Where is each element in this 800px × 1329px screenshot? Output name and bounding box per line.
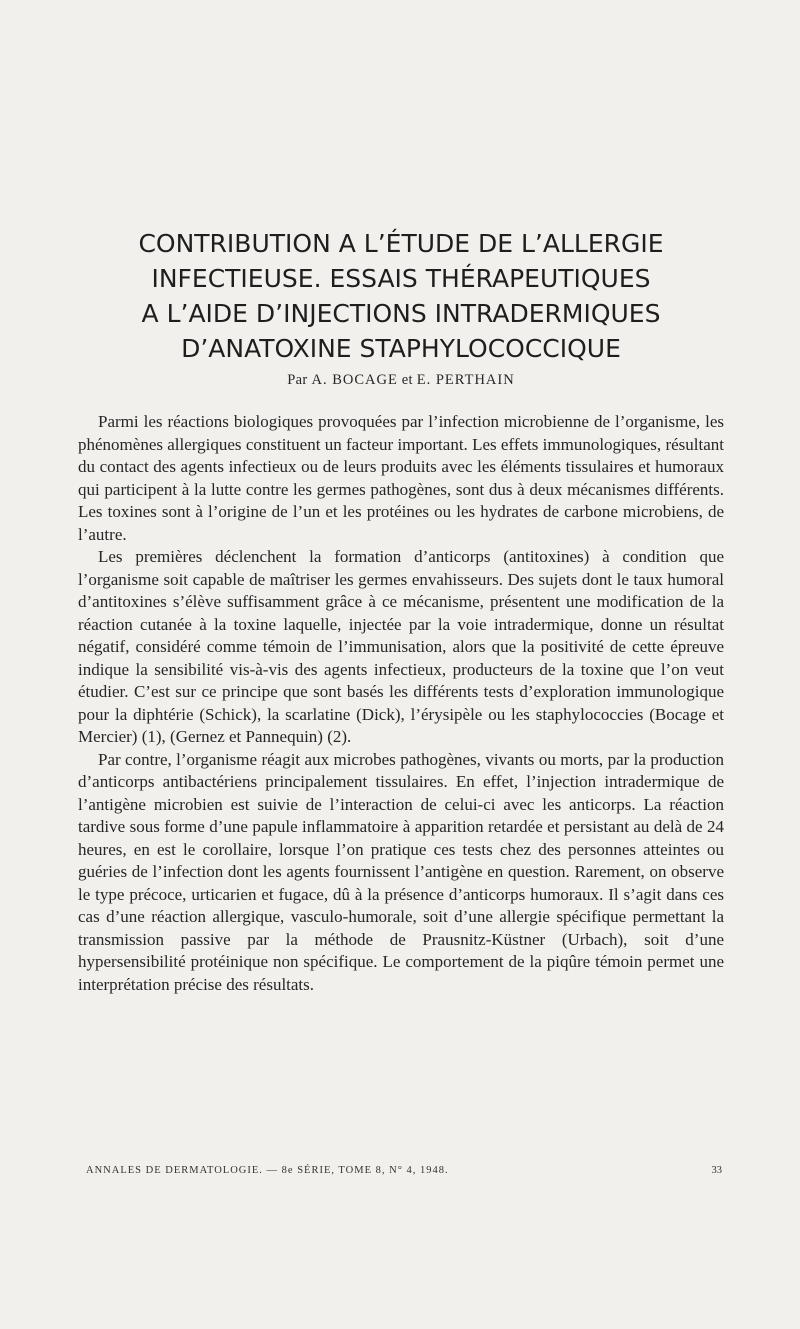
author-name: A. BOCAGE	[311, 372, 398, 388]
paragraph: Les premières déclenchent la formation d’anticorps (antitoxines) à condition que l’organisme soit capable de maîtriser les germes envahisseurs. Des sujets dont le taux humoral d’antitoxines s’élève suffisamment grâce à ce mécanisme, présentent une modification de la réaction cutanée à la toxine laquelle, injectée par la voie intradermique, donne un résultat négatif, considéré comme témoin de l’immunisation, alors que la positivité de cette épreuve indique la sensibilité vis-à-vis des agents infectieux, producteurs de la toxine que l’on veut étudier. C’est sur ce principe que sont basés les différents tests d’exploration immunologique pour la diphtérie (Schick), la scarlatine (Dick), l’érysipèle ou les staphylococcies (Bocage et Mercier) (1), (Gernez et Pannequin) (2).	[78, 547, 724, 746]
article-body	[78, 411, 724, 996]
title-line: INFECTIEUSE. ESSAIS THÉRAPEUTIQUES	[151, 264, 651, 293]
paragraph: Par contre, l’organisme réagit aux microbes pathogènes, vivants ou morts, par la production d’anticorps antibactériens principalement tissulaires. En effet, l’injection intradermique de l’antigène microbien est suivie de l’interaction de celui-ci avec les anticorps. La réaction tardive sous forme d’une papule inflammatoire à apparition retardée et persistant au delà de 24 heures, en est le corollaire, lorsque l’on pratique ces tests chez des personnes atteintes ou guéries de l’infection dont les agents fournissent l’antigène en question. Rarement, on observe le type précoce, urticarien et fugace, dû à la présence d’anticorps humoraux. Il s’agit dans ces cas d’une réaction allergique, vasculo-humorale, soit d’une allergie spécifique permettant la transmission passive par la méthode de Prausnitz-Küstner (Urbach), soit d’une hypersensibilité protéinique non spécifique. Le comportement de la piqûre témoin permet une interprétation précise des résultats.	[78, 749, 724, 994]
author-conjunction: et	[401, 372, 413, 388]
title-line: A L’AIDE D’INJECTIONS INTRADERMIQUES	[141, 299, 661, 328]
journal-citation: ANNALES DE DERMATOLOGIE. — 8e SÉRIE, TOME 8, N° 4, 1948.	[86, 1165, 449, 1176]
paragraph: Parmi les réactions biologiques provoquées par l’infection microbienne de l’organisme, les phénomènes allergiques constituent un facteur important. Les effets immunologiques, résultant du contact des agents infectieux ou de leurs produits avec les éléments tissulaires et humoraux qui participent à la lutte contre les germes pathogènes, sont dus à deux mécanismes différents. Les toxines sont à l’origine de l’un et les protéines ou les hydrates de carbone microbiens, de l’autre.	[78, 412, 724, 544]
author-prefix: Par	[287, 372, 308, 388]
page-footer	[86, 1165, 726, 1176]
author-line	[78, 372, 724, 389]
page-number: 33	[711, 1165, 722, 1176]
author-name: E. PERTHAIN	[416, 372, 515, 388]
title-line: CONTRIBUTION A L’ÉTUDE DE L’ALLERGIE	[138, 229, 664, 258]
title-line: D’ANATOXINE STAPHYLOCOCCIQUE	[181, 334, 621, 363]
article	[78, 226, 724, 996]
article-title	[78, 226, 724, 366]
